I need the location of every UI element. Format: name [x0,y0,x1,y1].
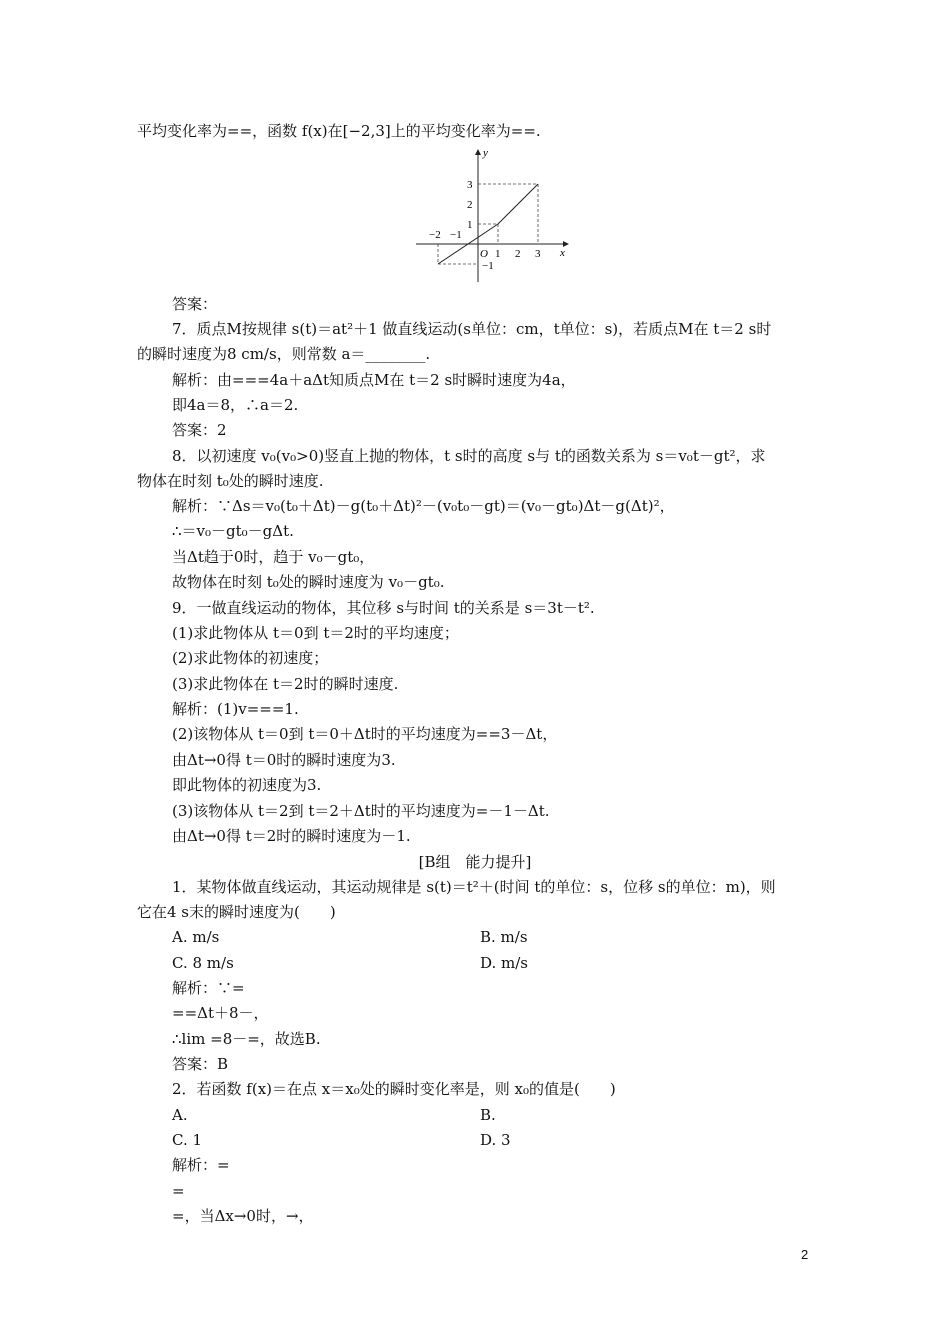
y-axis-label: y [483,147,488,159]
section-heading: [B组 能力提升] [418,853,532,871]
text-line: 由Δt→0得 t＝0时的瞬时速度为3. [172,751,396,769]
text-line: 即4a＝8，∴a＝2. [172,396,299,414]
text-line: ==Δt＋8－， [172,1004,269,1022]
text-line: = [172,1182,185,1200]
function-graph [410,146,575,286]
text-line: 解析：∵Δs＝v₀(t₀＋Δt)－g(t₀＋Δt)²－(v₀t₀－gt)＝(v₀－gt₀)Δt－g(Δt)²， [172,497,675,515]
text-line: ∴＝v₀－gt₀－gΔt. [172,522,294,540]
x-tick-label: −1 [450,229,462,241]
text-line: 它在4 s末的瞬时速度为( ) [137,903,336,921]
x-tick-label: −2 [429,229,441,241]
y-tick-label: 3 [467,179,473,191]
text-line: (3)求此物体在 t＝2时的瞬时速度. [172,675,399,693]
x-tick-label: 2 [515,248,521,260]
text-line: 解析：(1)v===1. [172,700,299,718]
text-line: 当Δt趋于0时，趋于 v₀－gt₀， [172,548,375,566]
text-line: 的瞬时速度为8 cm/s，则常数 a＝________. [137,345,431,363]
origin-label: O [480,248,488,260]
text-line: 答案：B [172,1055,229,1073]
y-tick-label: 2 [467,199,473,211]
y-tick-label: −1 [482,260,494,272]
text-line: 平均变化率为==，函数 f(x)在[−2,3]上的平均变化率为==. [137,122,541,140]
text-line: C. 1 [172,1131,203,1149]
guide-lines [438,184,538,264]
text-line: (2)该物体从 t＝0到 t＝0＋Δt时的平均速度为==3－Δt， [172,725,558,743]
text-line: (3)该物体从 t＝2到 t＝2＋Δt时的平均速度为=－1－Δt. [172,802,550,820]
text-line: 即此物体的初速度为3. [172,776,322,794]
text-line: 答案： [172,295,218,313]
x-tick-label: 3 [535,248,541,260]
text-line: 8．以初速度 v₀(v₀>0)竖直上抛的物体，t s时的高度 s与 t的函数关系为 s＝v₀t－gt²，求 [172,447,766,465]
text-line: 9．一做直线运动的物体，其位移 s与时间 t的关系是 s＝3t－t². [172,599,595,617]
text-line: =，当Δx→0时，→， [172,1207,314,1225]
option-text: B. m/s [480,928,528,946]
text-line: 解析：= [172,1156,230,1174]
option-text: B. [480,1106,496,1124]
text-line: (2)求此物体的初速度； [172,649,329,667]
x-axis-label: x [560,247,565,259]
text-line: 2．若函数 f(x)＝在点 x＝x₀处的瞬时变化率是，则 x₀的值是( ) [172,1080,616,1098]
text-line: 解析：∵= [172,979,245,997]
text-line: 7．质点M按规律 s(t)＝at²＋1 做直线运动(s单位：cm，t单位：s)，若质点M在 t＝2 s时 [172,320,772,338]
text-line: 答案：2 [172,421,227,439]
text-line: 故物体在时刻 t₀处的瞬时速度为 v₀－gt₀. [172,573,445,591]
text-line: ∴lim =8－=，故选B. [172,1030,321,1048]
option-text: D. 3 [480,1131,511,1149]
text-line: 物体在时刻 t₀处的瞬时速度. [137,472,324,490]
x-tick-label: 1 [495,248,501,260]
text-line: 由Δt→0得 t＝2时的瞬时速度为－1. [172,827,411,845]
text-line: A. [172,1106,188,1124]
y-tick-label: 1 [467,219,473,231]
text-line: 解析：由===4a＋aΔt知质点M在 t＝2 s时瞬时速度为4a， [172,371,576,389]
option-text: D. m/s [480,954,529,972]
text-line: (1)求此物体从 t＝0到 t＝2时的平均速度； [172,624,459,642]
text-line: 1．某物体做直线运动，其运动规律是 s(t)＝t²＋(时间 t的单位：s，位移 s的单位：m)，则 [172,878,776,896]
page-number: 2 [801,1247,809,1262]
text-line: A. m/s [172,928,220,946]
text-line: C. 8 m/s [172,954,234,972]
